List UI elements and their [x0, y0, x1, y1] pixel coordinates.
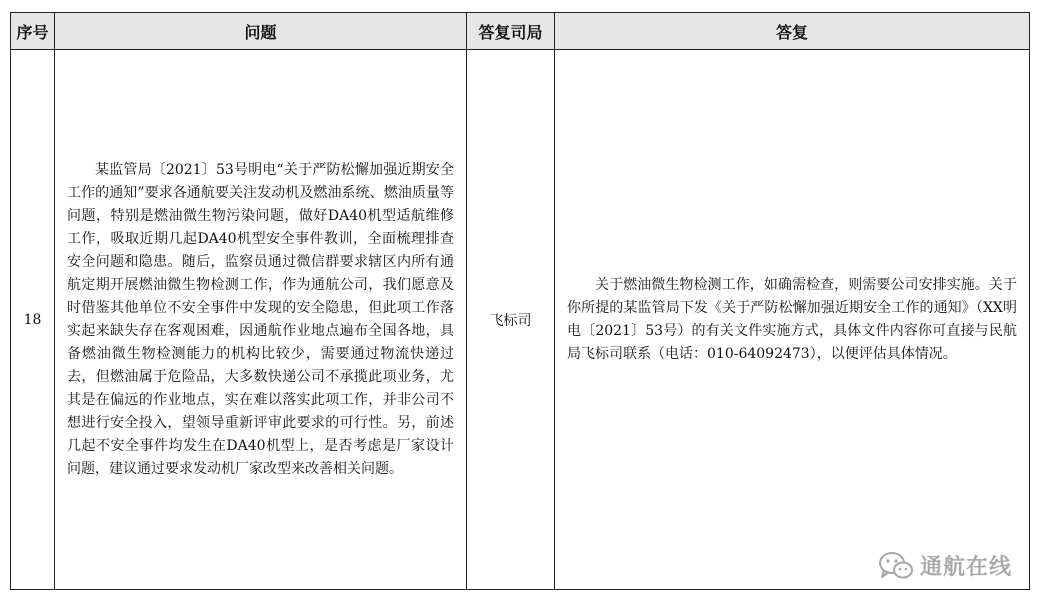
cell-question [55, 50, 467, 590]
cell-num: 18 [11, 50, 55, 590]
question-text: 某监管局〔2021〕53号明电“关于严防松懈加强近期安全工作的通知”要求各通航要关注发动机及燃油系统、燃油质量等问题，特别是燃油微生物污染问题，做好DA40机型适航维修工作，吸取近期几起DA40机型安全事件教训，全面梳理排查安全问题和隐患。随后，监察员通过微信群要求辖区内所有通航定期开展燃油微生物检测工作，作为通航公司，我们愿意及时借鉴其他单位不安全事件中发现的安全隐患，但此项工作落实起来缺失存在客观困难，因通航作业地点遍布全国各地，具备燃油微生物检测能力的机构比较少，需要通过物流快递过去，但燃油属于危险品，大多数快递公司不承揽此项业务，尤其是在偏远的作业地点，实在难以落实此项工作，并非公司不想进行安全投入，望领导重新评审此要求的可行性。另，前述几起不安全事件均发生在DA40机型上，是否考虑是厂家设计问题，建议通过要求发动机厂家改型来改善相关问题。 [67, 161, 454, 477]
header-num: 序号 [11, 13, 55, 50]
table-row [11, 50, 1030, 590]
watermark [878, 550, 1012, 581]
header-question: 问题 [55, 13, 467, 50]
wechat-icon [878, 551, 914, 581]
cell-reply [555, 50, 1030, 590]
table-header-row [11, 13, 1030, 50]
reply-text: 关于燃油微生物检测工作，如确需检查，则需要公司安排实施。关于你所提的某监管局下发《关于严防松懈加强近期安全工作的通知》（XX明电〔2021〕53号）的有关文件实施方式，具体文件内容你可直接与民航局飞标司联系（电话：010-64092473），以便评估具体情况。 [567, 276, 1017, 362]
cell-dept: 飞标司 [467, 50, 555, 590]
qa-table [10, 12, 1030, 590]
header-dept: 答复司局 [467, 13, 555, 50]
header-reply: 答复 [555, 13, 1030, 50]
watermark-text: 通航在线 [919, 555, 1012, 580]
